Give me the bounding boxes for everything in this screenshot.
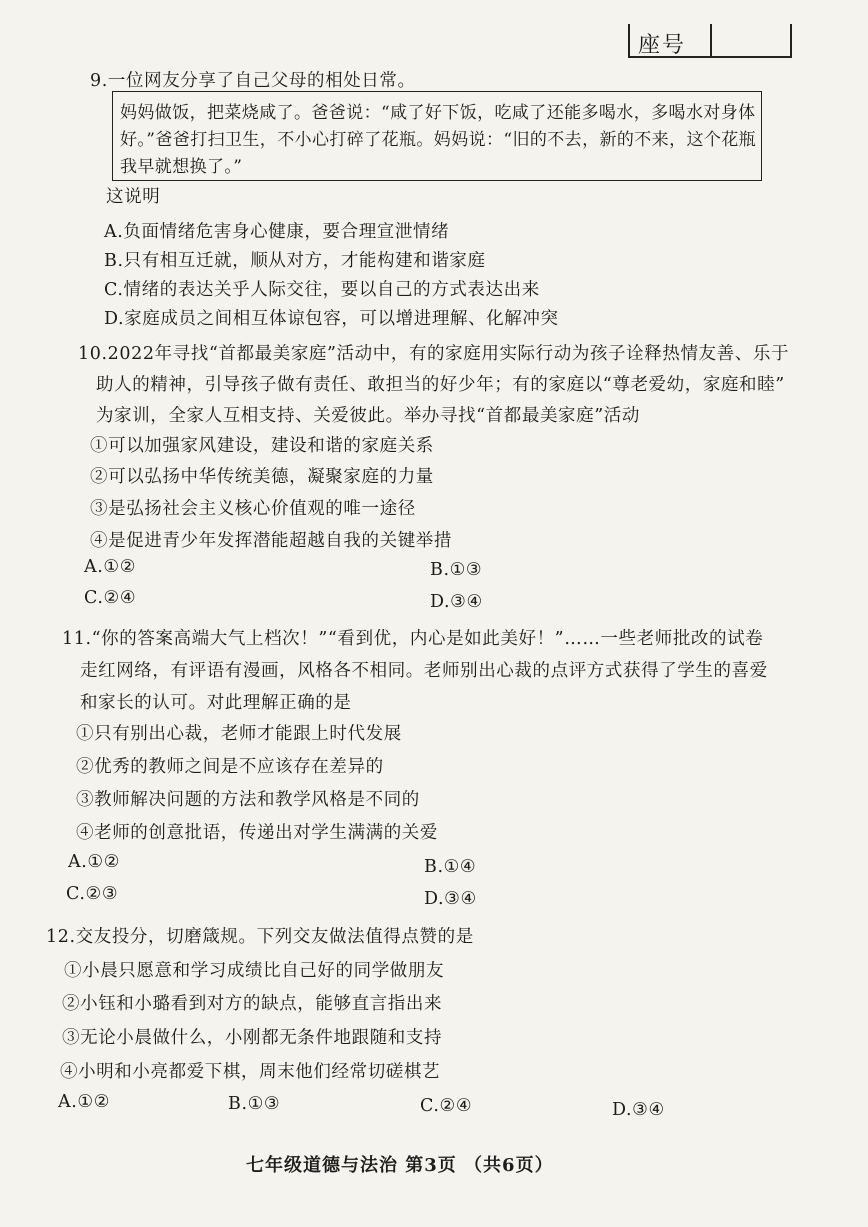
q12-option-b: B.①③ (228, 1094, 281, 1114)
seat-number-box (628, 24, 792, 58)
q9-quote-line: 妈妈做饭，把菜烧咸了。爸爸说：“咸了好下饭，吃咸了还能多喝水，多喝水对身体 (120, 103, 756, 123)
q11-stem-line: 走红网络，有评语有漫画，风格各不相同。老师别出心裁的点评方式获得了学生的喜爱 (80, 661, 768, 681)
q10-option-b: B.①③ (430, 560, 483, 580)
q10-statement-2: ②可以弘扬中华传统美德，凝聚家庭的力量 (90, 467, 434, 487)
q11-option-d: D.③④ (424, 889, 477, 909)
q11-statement-2: ②优秀的教师之间是不应该存在差异的 (76, 757, 384, 777)
q9-option-b: B.只有相互迁就，顺从对方，才能构建和谐家庭 (104, 251, 486, 271)
q10-option-c: C.②④ (84, 588, 137, 608)
q10-stem-line: 助人的精神，引导孩子做有责任、敢担当的好少年；有的家庭以“尊老爱幼，家庭和睦” (96, 375, 785, 395)
seat-box-divider (710, 24, 712, 56)
q12-option-d: D.③④ (612, 1100, 665, 1120)
q10-statement-4: ④是促进青少年发挥潜能超越自我的关键举措 (90, 531, 452, 551)
q9-quote-line: 我早就想换了。” (120, 157, 243, 177)
q10-stem-line: 10.2022年寻找“首都最美家庭”活动中，有的家庭用实际行动为孩子诠释热情友善、乐于 (78, 344, 790, 364)
q12-statement-1: ①小晨只愿意和学习成绩比自己好的同学做朋友 (64, 961, 445, 981)
q10-stem-line: 为家训，全家人互相支持、关爱彼此。举办寻找“首都最美家庭”活动 (96, 406, 640, 426)
q12-option-a: A.①② (58, 1092, 110, 1112)
q11-statement-1: ①只有别出心裁，老师才能跟上时代发展 (76, 724, 402, 744)
q9-option-d: D.家庭成员之间相互体谅包容，可以增进理解、化解冲突 (104, 309, 559, 329)
q11-option-c: C.②③ (66, 884, 119, 904)
seat-number-label: 座号 (638, 33, 687, 58)
q9-option-c: C.情绪的表达关乎人际交往，要以自己的方式表达出来 (104, 280, 540, 300)
q11-stem-line: 和家长的认可。对此理解正确的是 (80, 693, 352, 713)
q9-lead: 这说明 (106, 187, 161, 207)
q9-stem: 9.一位网友分享了自己父母的相处日常。 (90, 71, 416, 91)
q12-statement-3: ③无论小晨做什么，小刚都无条件地跟随和支持 (62, 1028, 443, 1048)
q9-quote-box (112, 91, 762, 181)
q9-option-a: A.负面情绪危害身心健康，要合理宣泄情绪 (104, 222, 450, 242)
q12-statement-2: ②小钰和小璐看到对方的缺点，能够直言指出来 (62, 994, 443, 1014)
q11-stem-line: 11.“你的答案高端大气上档次！”“看到优，内心是如此美好！”……一些老师批改的试卷 (62, 629, 764, 649)
page-footer: 七年级道德与法治 第3页 （共6页） (246, 1155, 554, 1176)
q11-option-a: A.①② (68, 852, 120, 872)
q10-option-d: D.③④ (430, 592, 483, 612)
q9-quote-line: 好。”爸爸打扫卫生，不小心打碎了花瓶。妈妈说：“旧的不去，新的不来，这个花瓶 (120, 130, 757, 150)
q10-statement-1: ①可以加强家风建设，建设和谐的家庭关系 (90, 436, 434, 456)
q12-stem: 12.交友投分，切磨箴规。下列交友做法值得点赞的是 (46, 927, 474, 947)
q11-option-b: B.①④ (424, 857, 477, 877)
q10-option-a: A.①② (84, 557, 136, 577)
q12-option-c: C.②④ (420, 1096, 473, 1116)
q11-statement-4: ④老师的创意批语，传递出对学生满满的关爱 (76, 823, 438, 843)
q10-statement-3: ③是弘扬社会主义核心价值观的唯一途径 (90, 499, 416, 519)
q11-statement-3: ③教师解决问题的方法和教学风格是不同的 (76, 790, 420, 810)
q12-statement-4: ④小明和小亮都爱下棋，周末他们经常切磋棋艺 (60, 1062, 441, 1082)
